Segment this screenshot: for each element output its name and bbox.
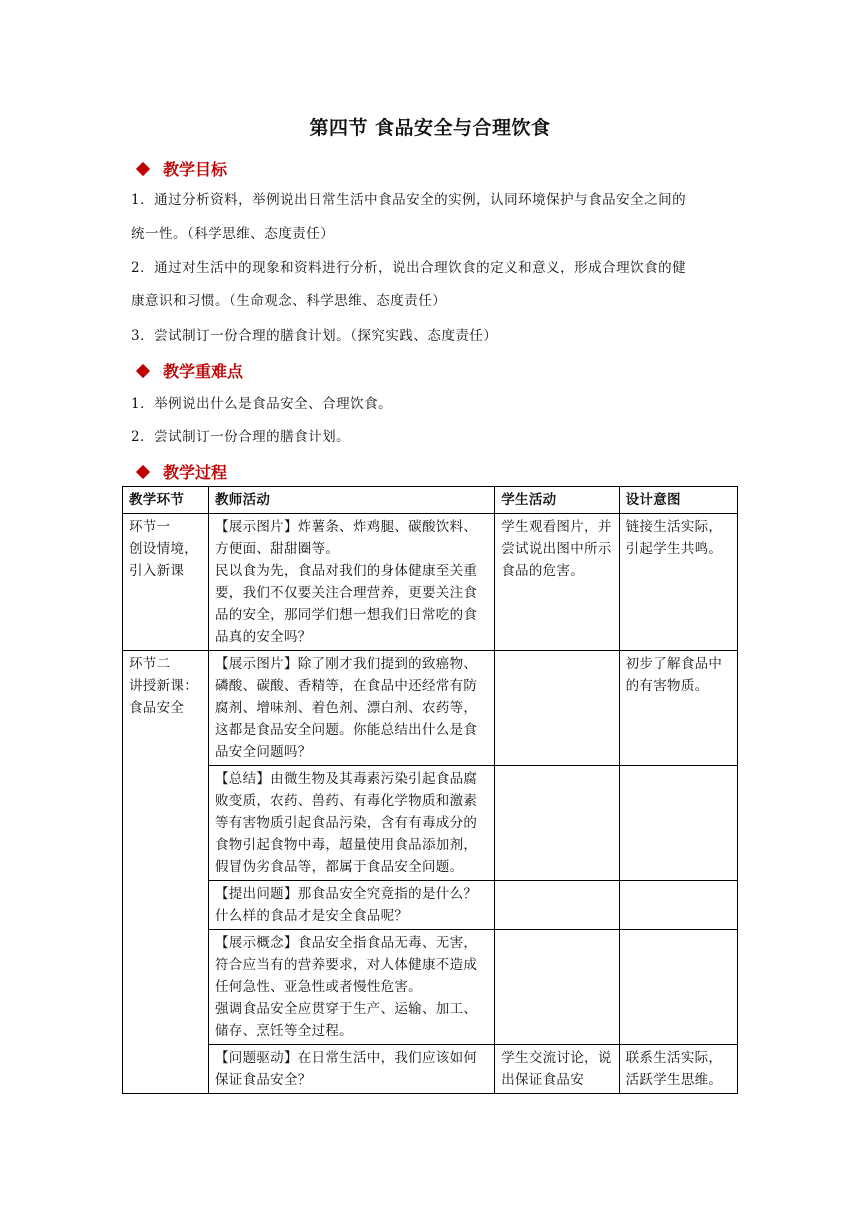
stage-cell: 环节二 讲授新课： 食品安全 bbox=[123, 651, 209, 1094]
table-row bbox=[123, 930, 738, 1045]
header-cell-student: 学生活动 bbox=[495, 487, 619, 514]
teacher-activity-cell: 【展示图片】炸薯条、炸鸡腿、碳酸饮料、方便面、甜甜圈等。 民以食为先，食品对我们的身体健康至关重要，我们不仅要关注合理营养，更要关注食品的安全，那同学们想一想我们日常吃的食品真的安全吗？ bbox=[208, 514, 494, 651]
diamond-bullet-icon bbox=[136, 464, 150, 478]
design-intent-cell: 初步了解食品中的有害物质。 bbox=[619, 651, 737, 766]
section-heading-text: 教学重难点 bbox=[163, 362, 244, 381]
key-point-line: 2．尝试制订一份合理的膳食计划。 bbox=[131, 429, 351, 445]
teacher-activity-cell: 【展示概念】食品安全指食品无毒、无害，符合应当有的营养要求，对人体健康不造成任何急性、亚急性或者慢性危害。 强调食品安全应贯穿于生产、运输、加工、储存、烹饪等全过程。 bbox=[208, 930, 494, 1045]
teacher-activity-cell: 【问题驱动】在日常生活中，我们应该如何保证食品安全？ bbox=[208, 1045, 494, 1094]
table-row bbox=[123, 766, 738, 881]
section-heading-goals bbox=[136, 157, 227, 180]
page-title: 第四节 食品安全与合理饮食 bbox=[309, 117, 551, 139]
goal-line: 1．通过分析资料，举例说出日常生活中食品安全的实例，认同环境保护与食品安全之间的 bbox=[131, 192, 687, 208]
teacher-activity-cell: 【总结】由微生物及其毒素污染引起食品腐败变质，农药、兽药、有毒化学物质和激素等有害物质引起食品污染，含有有毒成分的食物引起食物中毒，超量使用食品添加剂，假冒伪劣食品等，都属于食品安全问题。 bbox=[208, 766, 494, 881]
student-activity-cell bbox=[495, 881, 619, 930]
design-intent-cell: 联系生活实际，活跃学生思维。 bbox=[619, 1045, 737, 1094]
section-heading-text: 教学目标 bbox=[163, 160, 228, 179]
design-intent-cell bbox=[619, 766, 737, 881]
teacher-activity-cell: 【提出问题】那食品安全究竟指的是什么？什么样的食品才是安全食品呢？ bbox=[208, 881, 494, 930]
student-activity-cell bbox=[495, 766, 619, 881]
section-heading-key-points bbox=[136, 359, 243, 382]
design-intent-cell bbox=[619, 881, 737, 930]
table-row bbox=[123, 1045, 738, 1094]
student-activity-cell: 学生观看图片，并尝试说出图中所示食品的危害。 bbox=[495, 514, 619, 651]
section-heading-text: 教学过程 bbox=[163, 463, 228, 482]
goal-line: 统一性。（科学思维、态度责任） bbox=[131, 226, 335, 242]
section-heading-process bbox=[136, 460, 227, 483]
teaching-process-table bbox=[122, 486, 738, 1094]
design-intent-cell: 链接生活实际，引起学生共鸣。 bbox=[619, 514, 737, 651]
table-row bbox=[123, 881, 738, 930]
header-cell-intent: 设计意图 bbox=[619, 487, 737, 514]
key-point-line: 1．举例说出什么是食品安全、合理饮食。 bbox=[131, 396, 393, 412]
header-cell-stage: 教学环节 bbox=[123, 487, 209, 514]
design-intent-cell bbox=[619, 930, 737, 1045]
header-cell-teacher: 教师活动 bbox=[208, 487, 494, 514]
teacher-activity-cell: 【展示图片】除了刚才我们提到的致癌物、磷酸、碳酸、香精等，在食品中还经常有防腐剂、增味剂、着色剂、漂白剂、农药等，这都是食品安全问题。你能总结出什么是食品安全问题吗？ bbox=[208, 651, 494, 766]
student-activity-cell: 学生交流讨论，说出保证食品安 bbox=[495, 1045, 619, 1094]
goal-line: 康意识和习惯。（生命观念、科学思维、态度责任） bbox=[131, 293, 447, 309]
goal-line: 3．尝试制订一份合理的膳食计划。（探究实践、态度责任） bbox=[131, 328, 498, 344]
diamond-bullet-icon bbox=[136, 161, 150, 175]
stage-cell: 环节一 创设情境， 引入新课 bbox=[123, 514, 209, 651]
student-activity-cell bbox=[495, 651, 619, 766]
diamond-bullet-icon bbox=[136, 363, 150, 377]
table-row bbox=[123, 651, 738, 766]
goal-line: 2．通过对生活中的现象和资料进行分析，说出合理饮食的定义和意义，形成合理饮食的健 bbox=[131, 260, 687, 276]
table-row bbox=[123, 514, 738, 651]
table-header-row bbox=[123, 487, 738, 514]
student-activity-cell bbox=[495, 930, 619, 1045]
